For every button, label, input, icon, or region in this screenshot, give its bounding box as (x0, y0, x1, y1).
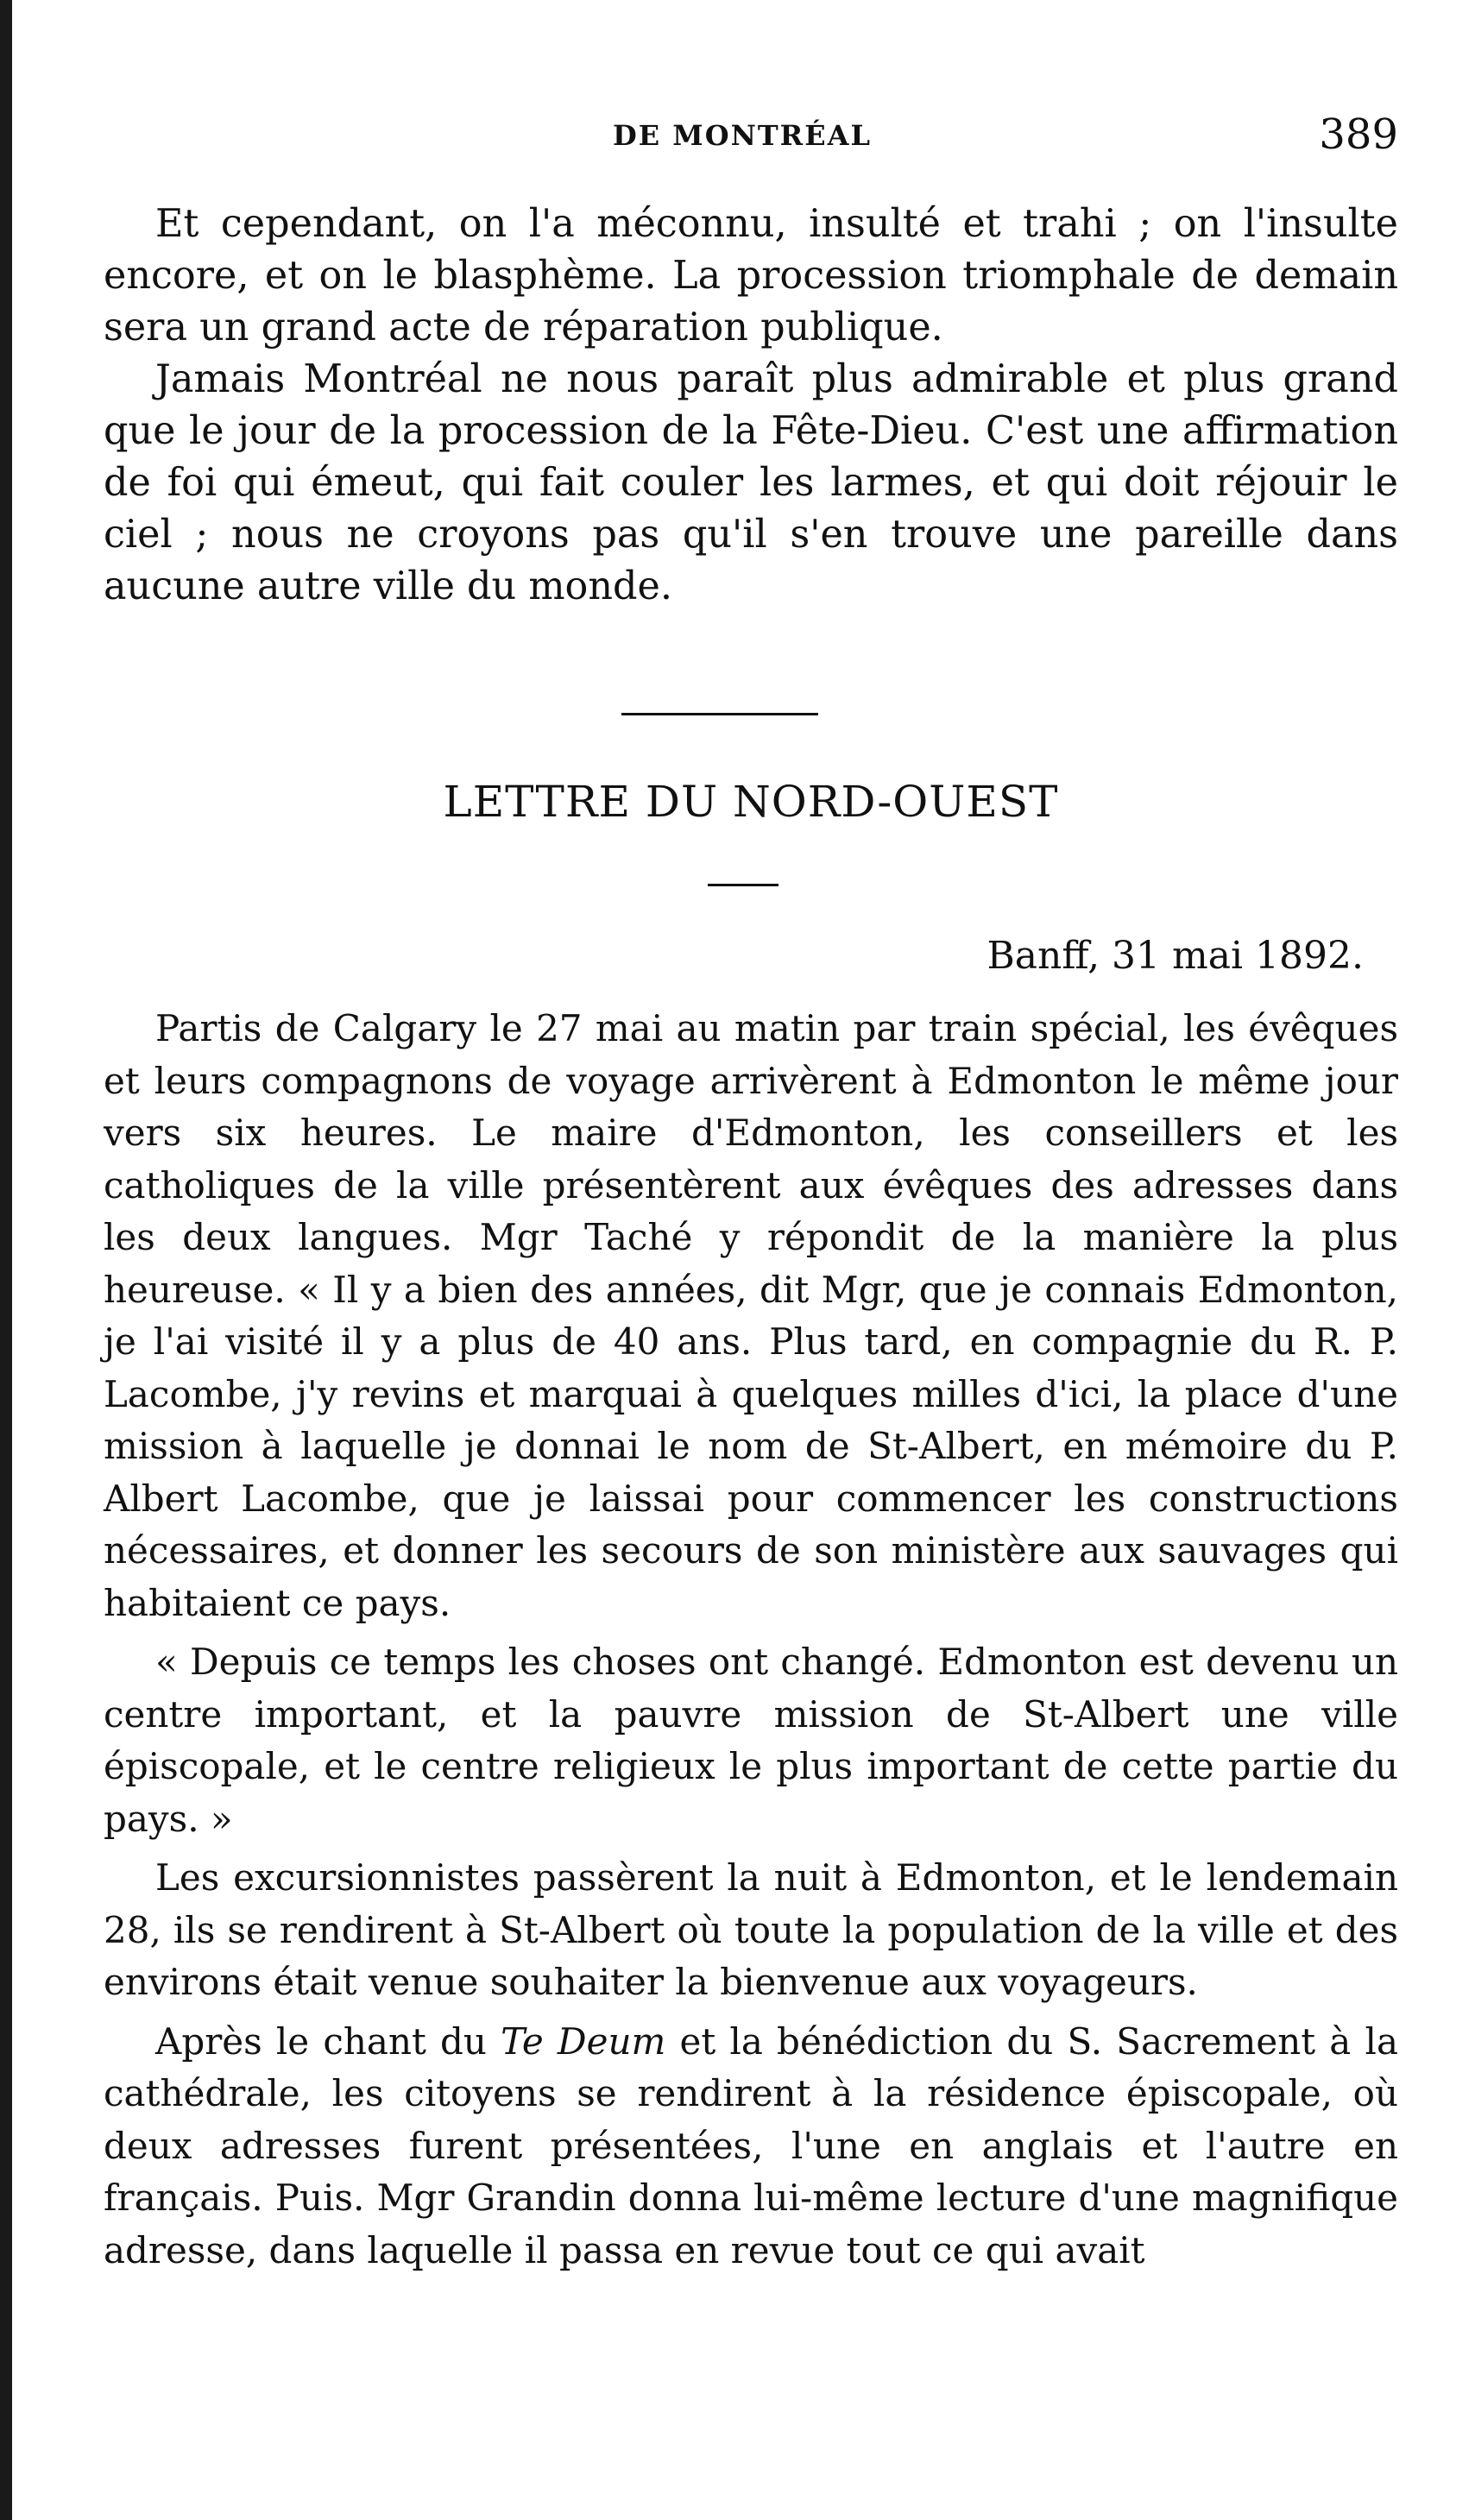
page-edge-shadow (0, 0, 12, 2520)
letter-paragraph-2: « Depuis ce temps les choses ont changé. Edmonton est devenu un centre important, et la pauvre mission de St-Albert une ville épiscopale, et le centre religieux le plus important de cette partie du pays. » (104, 1641, 1398, 1840)
running-title: DE MONTRÉAL (613, 119, 872, 152)
book-page (104, 0, 1398, 2520)
letter-paragraph-4-end: et la bénédiction du S. Sacrement à la cathédrale, les citoyens se rendirent à la résidence épiscopale, où deux adresses furent présentées, l'une en anglais et l'autre en français. Puis. Mgr Grandin donna lui-même lecture d'une magnifique adresse, dans laquelle il passa en revue tout ce qui avait (104, 2019, 1398, 2271)
letter-paragraph-4 (104, 2016, 1398, 2277)
te-deum-italic: Te Deum (501, 2019, 666, 2063)
running-head (104, 110, 1398, 162)
title-underline (708, 884, 778, 886)
opening-paragraph-1: Et cependant, on l'a méconnu, insulté et trahi ; on l'insulte encore, et on le blasphème. La procession triomphale de demain sera un grand acte de réparation publique. (104, 202, 1398, 350)
section-divider (621, 713, 818, 715)
letter-paragraph-1: Partis de Calgary le 27 mai au matin par train spécial, les évêques et leurs compagnons de voyage arrivèrent à Edmonton le même jour vers six heures. Le maire d'Edmonton, les conseillers et les catholiques de la ville présentèrent aux évêques des adresses dans les deux langues. Mgr Taché y répondit de la manière la plus heureuse. « Il y a bien des années, dit Mgr, que je connais Edmonton, je l'ai visité il y a plus de 40 ans. Plus tard, en compagnie du R. P. Lacombe, j'y revins et marquai à quelques milles d'ici, la place d'une mission à laquelle je donnai le nom de St-Albert, en mémoire du P. Albert Lacombe, que je laissai pour commencer les constructions nécessaires, et donner les secours de son ministère aux sauvages qui habitaient ce pays. (104, 1007, 1398, 1624)
page-number: 389 (1319, 110, 1398, 159)
letter-paragraph-4-start: Après le chant du (155, 2019, 501, 2063)
letter-body (104, 1003, 1398, 2277)
opening-paragraph-2: Jamais Montréal ne nous paraît plus admirable et plus grand que le jour de la procession de la Fête-Dieu. C'est une affirmation de foi qui émeut, qui fait couler les larmes, et qui doit réjouir le ciel ; nous ne croyons pas qu'il s'en trouve une pareille dans aucune autre ville du monde. (104, 357, 1398, 608)
letter-paragraph-3: Les excursionnistes passèrent la nuit à Edmonton, et le lendemain 28, ils se rendirent à St-Albert où toute la population de la ville et des environs était venue souhaiter la bienvenue aux voyageurs. (104, 1856, 1398, 2003)
letter-dateline: Banff, 31 mai 1892. (986, 934, 1364, 978)
opening-text (104, 198, 1398, 613)
section-title: LETTRE DU NORD-OUEST (443, 777, 1059, 827)
